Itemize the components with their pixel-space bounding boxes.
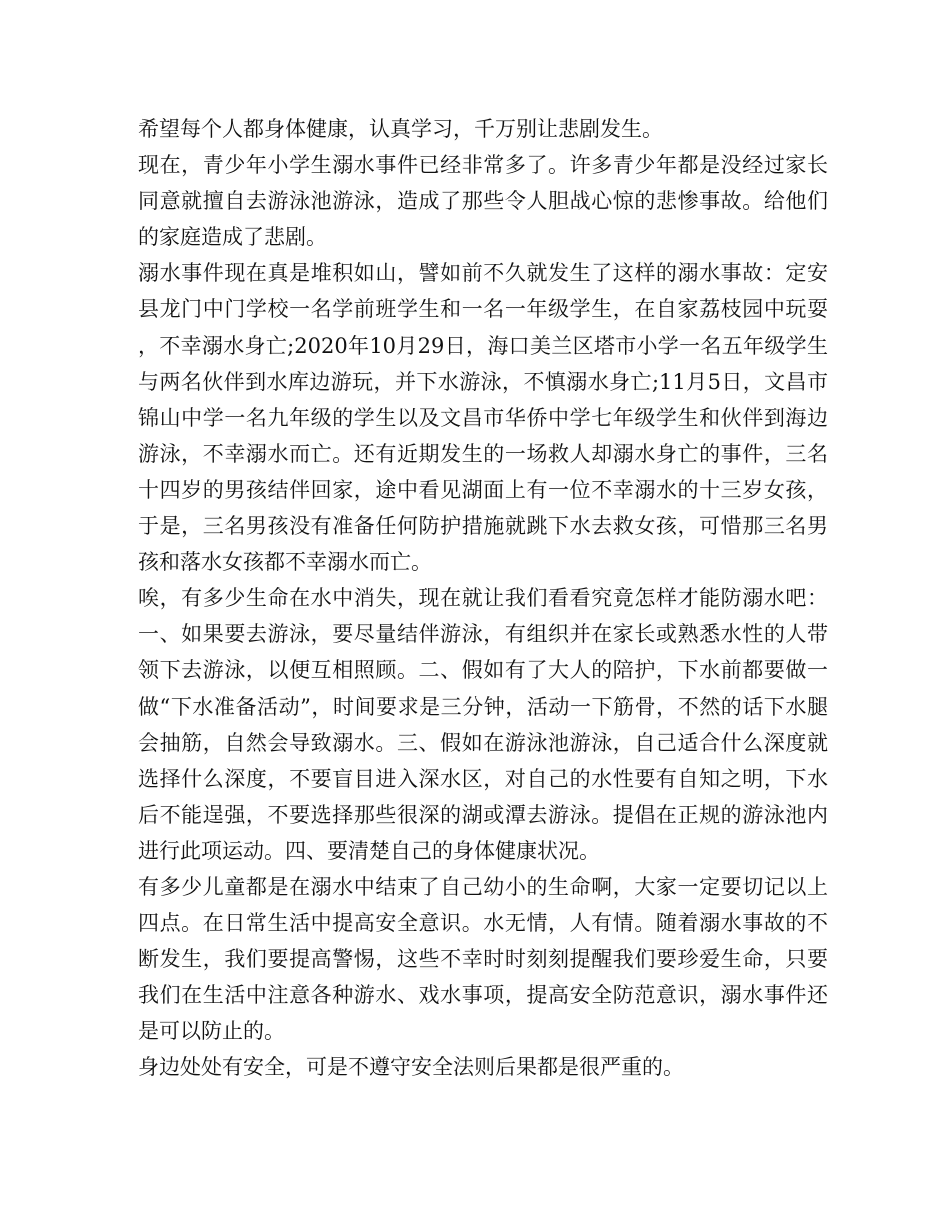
paragraph-2: 现在，青少年小学生溺水事件已经非常多了。许多青少年都是没经过家长同意就擅自去游泳池游泳，造成了那些令人胆战心惊的悲惨事故。给他们的家庭造成了悲剧。	[138, 153, 828, 250]
paragraph-3: 溺水事件现在真是堆积如山，譬如前不久就发生了这样的溺水事故：定安县龙门中门学校一名学前班学生和一名一年级学生，在自家荔枝园中玩耍，不幸溺水身亡;2020年10月29日，海口美兰区塔市小学一名五年级学生与两名伙伴到水库边游玩，并下水游泳，不慎溺水身亡;11月5日，文昌市锦山中学一名九年级的学生以及文昌市华侨中学七年级学生和伙伴到海边游泳，不幸溺水而亡。还有近期发生的一场救人却溺水身亡的事件，三名十四岁的男孩结伴回家，途中看见湖面上有一位不幸溺水的十三岁女孩，于是，三名男孩没有准备任何防护措施就跳下水去救女孩，可惜那三名男孩和落水女孩都不幸溺水而亡。	[138, 261, 828, 575]
paragraph-1: 希望每个人都身体健康，认真学习，千万别让悲剧发生。	[138, 117, 663, 141]
paragraph-5: 有多少儿童都是在溺水中结束了自己幼小的生命啊，大家一定要切记以上四点。在日常生活中提高安全意识。水无情，人有情。随着溺水事故的不断发生，我们要提高警惕，这些不幸时时刻刻提醒我们要珍爱生命，只要我们在生活中注意各种游水、戏水事项，提高安全防范意识，溺水事件还是可以防止的。	[138, 874, 828, 1044]
paragraph-6: 身边处处有安全，可是不遵守安全法则后果都是很严重的。	[138, 1055, 684, 1080]
document-body	[138, 111, 828, 1086]
paragraph-4: 唉，有多少生命在水中消失，现在就让我们看看究竟怎样才能防溺水吧：一、如果要去游泳，要尽量结伴游泳，有组织并在家长或熟悉水性的人带领下去游泳，以便互相照顾。二、假如有了大人的陪护，下水前都要做一做“下水准备活动”，时间要求是三分钟，活动一下筋骨，不然的话下水腿会抽筋，自然会导致溺水。三、假如在游泳池游泳，自己适合什么深度就选择什么深度，不要盲目进入深水区，对自己的水性要有自知之明，下水后不能逞强，不要选择那些很深的湖或潭去游泳。提倡在正规的游泳池内进行此项运动。四、要清楚自己的身体健康状况。	[138, 586, 828, 863]
